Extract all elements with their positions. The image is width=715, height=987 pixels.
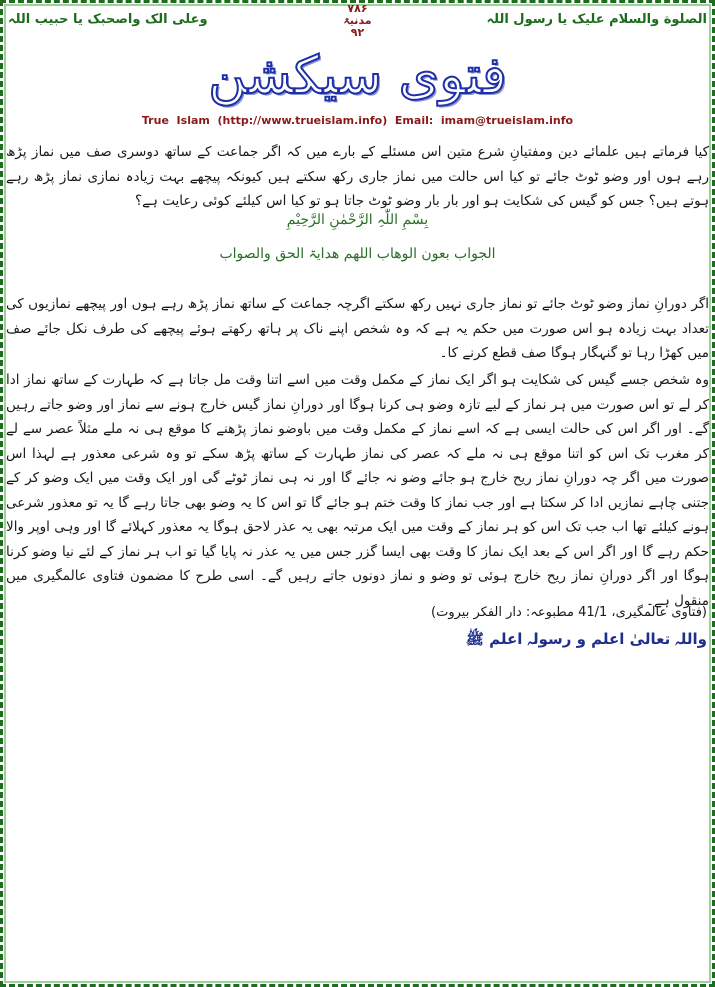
fatwa-number-two: ۹۲ — [350, 26, 365, 39]
answer-heading: الجواب بعون الوھاب اللھم ھدایۃ الحق والصواب — [219, 246, 496, 262]
site-contact-line: True Islam (http://www.trueislam.info) Email: imam@trueislam.info — [141, 114, 574, 127]
reference-citation: (فتاوی عالمگیری، 41/1 مطبوعہ: دار الفکر بیروت) — [431, 605, 707, 620]
page-title: فتوی سیکشن — [208, 46, 507, 106]
salutation-right: الصلوة والسلام علیک یا رسول اللہ — [486, 12, 707, 27]
closing-line: واللہ تعالیٰ اعلم و رسولہ اعلم ﷺ — [465, 630, 707, 648]
basmala: بِسْمِ اللّٰہِ الرَّحْمٰنِ الرَّحِیْمِ — [286, 212, 429, 228]
answer-paragraph-2: وہ شخص جسے گیس کی شکایت ہو اگر ایک نماز کے مکمل وقت میں اسے اتنا وقت مل جاتا ہے کہ طہارت کے ساتھ نماز ادا کر لے تو اس صورت میں ہر نماز کے لیے تازہ وضو ہی کرنا ہوگا اور دورانِ نماز گیس خارج ہونے سے نماز اور وضو جاتے رہیں گے۔ اور اگر اس کی حالت ایسی ہے کہ اسے نماز کے مکمل وقت میں باوضو نماز پڑھنے کا موقع ہی نہ ملے مثلاً عصر سے لے کر مغرب تک اس کو اتنا موقع ہی نہ ملے کہ عصر کی نماز طہارت کے ساتھ پڑھ سکے تو وہ شرعی معذور ہے لہذا اس صورت میں اگر چہ دورانِ نماز ریح خارج ہو جائے وضو نہ جائے گا اور نہ ہی نماز ٹوٹے گی اور ایک وقت میں ایک وضو کر کے جتنی چاہے نمازیں ادا کر سکتا ہے اور جب نماز کا وقت ختم ہو جائے گا تو اس کا یہ وضو بھی جاتا رہے گا یہ تو معذور شرعی ہونے کیلئے تھا اب جب تک اس کو ہر نماز کے وقت میں ایک مرتبہ بھی یہ عذر لاحق ہوگا یہ معذور کہلائے گا اور وہی اوپر والا حکم رہے گا اور اگر اس کے بعد ایک نماز کا وقت بھی ایسا گزر جس میں یہ عذر نہ پایا گیا تو اب ہر نماز کے لئے نیا وضو کرنا ہوگا اور اگر دورانِ نماز ریح خارج ہوئی تو وضو و نماز دونوں جاتے رہیں گے۔ اسی طرح کا مضمون فتاوی عالمگیری میں منقول ہے۔ — [6, 372, 709, 609]
salutation-left: وعلی الک واصحبک یا حبیب اللہ — [8, 12, 208, 27]
question-text: کیا فرماتے ہیں علمائے دین ومفتیانِ شرع متین اس مسئلے کے بارے میں کہ اگر جماعت کے ساتھ دوسری صف میں نماز پڑھ رہے ہوں اور وضو ٹوٹ جائے تو کیا اس حالت میں نماز جاری رکھ سکتے ہیں کیونکہ پیچھے بہت زیادہ نمازی نماز پڑھ رہے ہوتے ہیں؟ جس کو گیس کی شکایت ہو اور بار بار وضو ٹوٹ جاتا ہو تو کیا اس کیلئے کوئی رعایت ہے؟ — [6, 144, 709, 209]
fatwa-number: ۷۸۶ — [347, 2, 368, 15]
madani-label: مدنیۃ — [343, 14, 372, 27]
answer-paragraph-1: اگر دورانِ نماز وضو ٹوٹ جائے تو نماز جاری نہیں رکھ سکتے اگرچہ جماعت کے ساتھ نماز پڑھ رہے ہوں اور پیچھے نمازیوں کی تعداد بہت زیادہ ہو اس صورت میں حکم یہ ہے کہ وہ شخص اپنے ناک پر ہاتھ رکھتے ہوئے پیچھے کی طرف نکل جائے صف میں کھڑا رہا تو گنہگار ہوگا صف قطع کرنے کا۔ — [6, 296, 709, 361]
